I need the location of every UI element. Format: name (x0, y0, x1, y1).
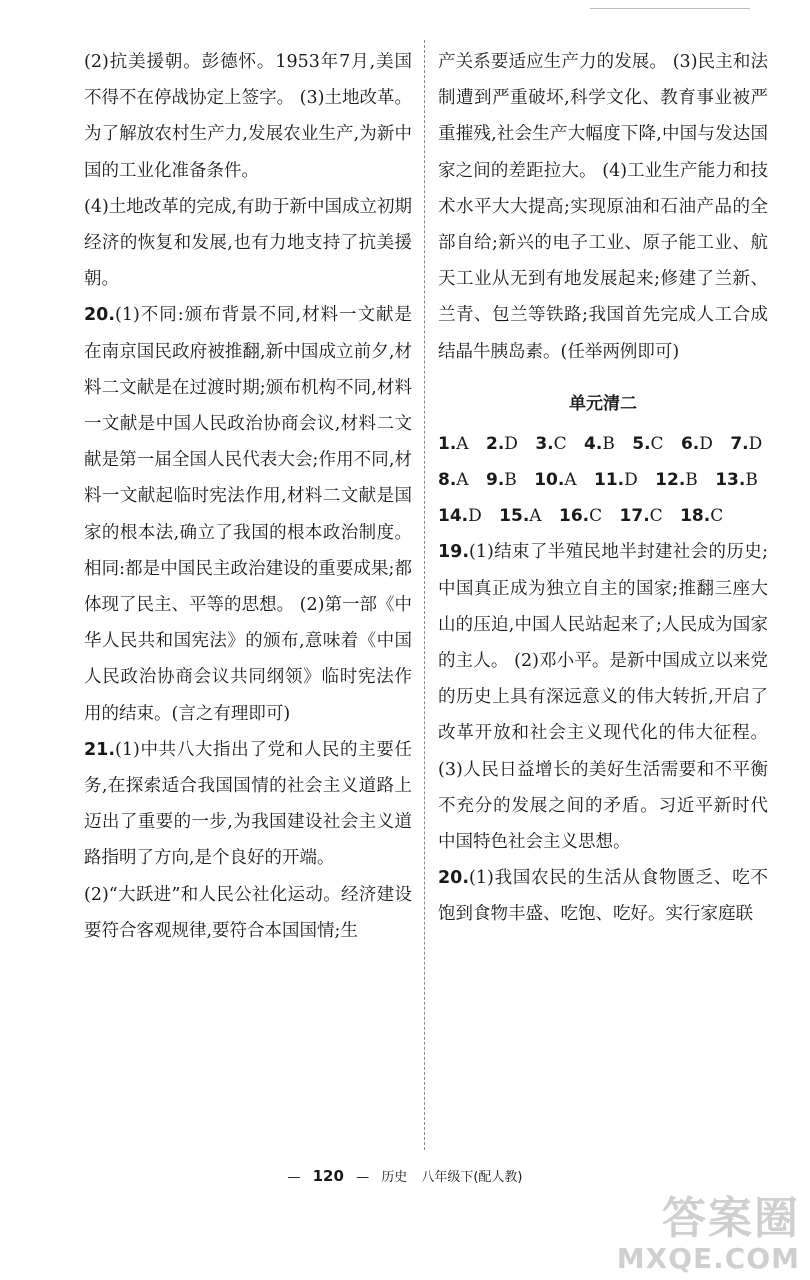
left-column (84, 44, 412, 949)
mc-row (438, 462, 768, 498)
mc-item: 15.A (499, 506, 542, 527)
mc-item: 3.C (535, 433, 567, 454)
answer-paragraph: 产关系要适应生产力的发展。 (3)民主和法制遭到严重破坏,科学文化、教育事业被严重摧残,社会生产大幅度下降,中国与发达国家之间的差距拉大。 (4)工业生产能力和技术水平大大提高;实现原油和石油产品的全部自给;新兴的电子工业、原子能工业、航天工业从无到有地发展起来;修建了兰新、兰青、包兰等铁路;我国首先完成人工合成结晶牛胰岛素。(任举两例即可) (438, 52, 768, 362)
answer-paragraph-q21: 21.(1)中共八大指出了党和人民的主要任务,在探索适合我国国情的社会主义道路上迈出了重要的一步,为我国建设社会主义道路指明了方向,是个良好的开端。 (84, 739, 412, 869)
right-column (438, 44, 768, 933)
mc-item: 8.A (438, 470, 469, 491)
mc-row (438, 498, 768, 534)
section-title: 单元清二 (569, 393, 637, 414)
mc-item: 6.D (680, 433, 713, 454)
answer-paragraph-q20: 20.(1)我国农民的生活从食物匮乏、吃不饱到食物丰盛、吃饱、吃好。实行家庭联 (438, 868, 768, 925)
watermark-url: MXQE.COM (616, 1242, 800, 1275)
mc-item: 4.B (584, 433, 615, 454)
multiple-choice-answers (438, 426, 768, 535)
mc-item: 13.B (715, 470, 758, 491)
mc-row (438, 426, 768, 462)
mc-item: 1.A (438, 433, 469, 454)
mc-item: 9.B (485, 470, 517, 491)
answer-paragraph: (4)土地改革的完成,有助于新中国成立初期经济的恢复和发展,也有力地支持了抗美援朝。 (84, 196, 412, 290)
footer-grade: 八年级下(配人教) (421, 1170, 523, 1185)
mc-item: 18.C (680, 506, 724, 527)
answer-paragraph: (2)“大跃进”和人民公社化运动。经济建设要符合客观规律,要符合本国国情;生 (84, 884, 412, 941)
watermark-logo (600, 1194, 800, 1278)
column-divider (424, 40, 425, 1150)
answer-paragraph-q20: 20.(1)不同:颁布背景不同,材料一文献是在南京国民政府被推翻,新中国成立前夕,材料二文献是在过渡时期;颁布机构不同,材料一文献是中国人民政治协商会议,材料二文献是第一届全国人民代表大会;作用不同,材料一文献起临时宪法作用,材料二文献是国家的根本法,确立了我国的根本政治制度。相同:都是中国民主政治建设的重要成果;都体现了民主、平等的思想。 (2)第一部《中华人民共和国宪法》的颁布,意味着《中国人民政治协商会议共同纲领》临时宪法作用的结束。(言之有理即可) (84, 305, 412, 724)
mc-item: 10.A (534, 470, 577, 491)
footer-dash: — (356, 1170, 370, 1185)
mc-item: 2.D (485, 433, 518, 454)
mc-item: 14.D (438, 506, 482, 527)
mc-item: 17.C (619, 506, 663, 527)
footer-subject: 历史 (381, 1170, 408, 1185)
mc-item: 16.C (558, 506, 603, 527)
answer-paragraph: (2)抗美援朝。彭德怀。1953年7月,美国不得不在停战协定上签字。 (3)土地改革。为了解放农村生产力,发展农业生产,为新中国的工业化准备条件。 (84, 52, 412, 181)
mc-item: 11.D (594, 470, 638, 491)
mc-item: 5.C (632, 433, 664, 454)
mc-item: 7.D (730, 433, 763, 454)
watermark-text: 答案圈 (662, 1193, 800, 1244)
answer-paragraph-q19: 19.(1)结束了半殖民地半封建社会的历史;中国真正成为独立自主的国家;推翻三座大山的压迫,中国人民站起来了;人民成为国家的主人。 (2)邓小平。是新中国成立以来党的历史上具有深远意义的伟大转折,开启了改革开放和社会主义现代化的伟大征程。 (3)人民日益增长的美好生活需要和不平衡不充分的发展之间的矛盾。习近平新时代中国特色社会主义思想。 (438, 542, 768, 853)
page-footer (0, 1166, 810, 1185)
top-rule (590, 8, 750, 9)
page-number: 120 (312, 1167, 344, 1185)
mc-item: 12.B (655, 470, 698, 491)
footer-dash: — (287, 1170, 301, 1185)
